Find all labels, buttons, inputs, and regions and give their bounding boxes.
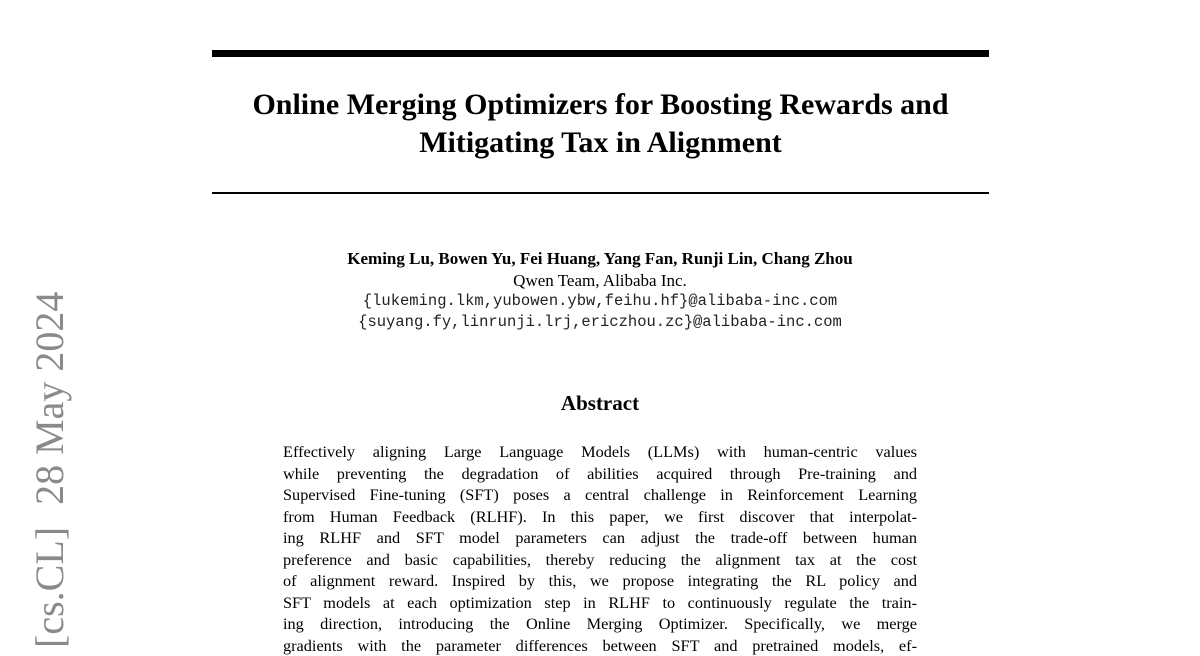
paper-title — [212, 86, 989, 162]
title-line-2: Mitigating Tax in Alignment — [212, 124, 989, 162]
author-block — [200, 248, 1000, 333]
abstract-heading: Abstract — [200, 390, 1000, 416]
title-line-1: Online Merging Optimizers for Boosting Rewards and — [212, 86, 989, 124]
abstract-line: Supervised Fine-tuning (SFT) poses a central challenge in Reinforcement Learning — [283, 484, 917, 506]
arxiv-date: 28 May 2024 — [26, 292, 74, 505]
email-line-1: {lukeming.lkm,yubowen.ybw,feihu.hf}@alibaba-inc.com — [200, 291, 1000, 312]
author-list: Keming Lu, Bowen Yu, Fei Huang, Yang Fan, Runji Lin, Chang Zhou — [200, 248, 1000, 270]
abstract-line: gradients with the parameter differences between SFT and pretrained models, ef- — [283, 635, 917, 656]
abstract-line: from Human Feedback (RLHF). In this paper, we first discover that interpolat- — [283, 506, 917, 528]
abstract-line: SFT models at each optimization step in RLHF to continuously regulate the train- — [283, 592, 917, 614]
email-line-2: {suyang.fy,linrunji.lrj,ericzhou.zc}@alibaba-inc.com — [200, 312, 1000, 333]
abstract-line: preference and basic capabilities, thereby reducing the alignment tax at the cost — [283, 549, 917, 571]
abstract-line: ing RLHF and SFT model parameters can adjust the trade-off between human — [283, 527, 917, 549]
title-top-rule — [212, 50, 989, 57]
abstract-line: while preventing the degradation of abilities acquired through Pre-training and — [283, 463, 917, 485]
abstract-line: ing direction, introducing the Online Merging Optimizer. Specifically, we merge — [283, 613, 917, 635]
arxiv-category: [cs.CL] — [26, 527, 74, 648]
title-bottom-rule — [212, 192, 989, 194]
abstract-body — [283, 441, 917, 656]
abstract-line: of alignment reward. Inspired by this, we propose integrating the RL policy and — [283, 570, 917, 592]
arxiv-side-stamp — [26, 292, 74, 648]
abstract-line: Effectively aligning Large Language Models (LLMs) with human-centric values — [283, 441, 917, 463]
affiliation: Qwen Team, Alibaba Inc. — [200, 270, 1000, 291]
